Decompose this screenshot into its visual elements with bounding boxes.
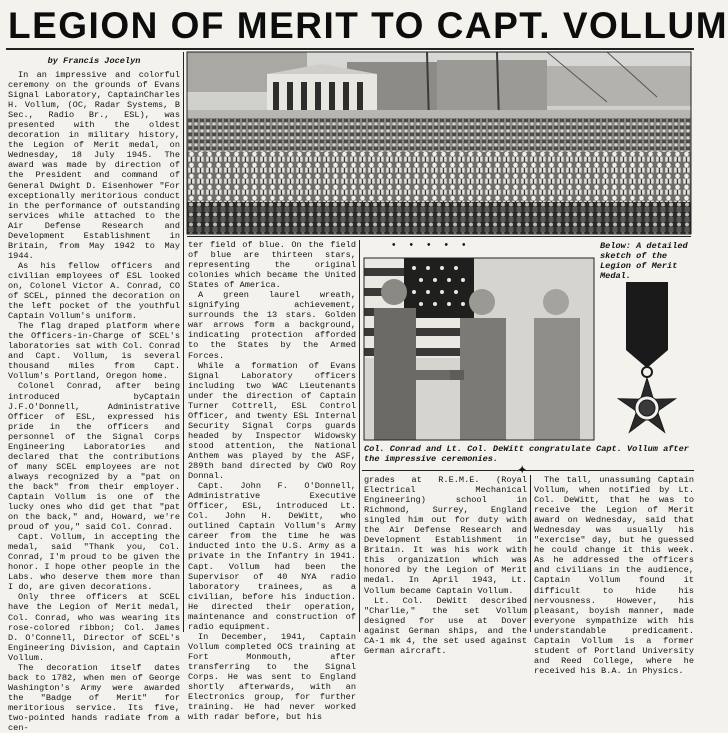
- officers-photo: [364, 258, 594, 440]
- article-column-4: [534, 475, 694, 676]
- paragraph: The tall, unassuming Captain Vollum, when notified by Lt. Col. DeWitt, that he was to receive the Legion of Merit award on Wednesday, said that Wednesday was usually his "exercise" day, but he guessed he could change it this week. As he addressed the officers and civilians in the audience, Captain Vollum found it difficult to hide his nervousness. However, his pleasant, boyish manner, made everyone sympathize with his understandable predicament. Captain Vollum is a former student of Portland University and Reed College, where he received his B.A. in Physics.: [534, 475, 694, 676]
- paragraph: Lt. Col. DeWitt described "Charlie," the set Vollum designed for use at Dover against German ships, and the CA-1 mk 4, the set used against German aircraft.: [364, 595, 527, 656]
- article-column-3: [364, 475, 527, 656]
- ornament-star: ✦: [518, 465, 527, 476]
- medal-sketch: [600, 280, 694, 440]
- byline: by Francis Jocelyn: [47, 56, 141, 66]
- paragraph: ter field of blue. On the field of blue are thirteen stars, representing the original colonies which became the United States of America.: [188, 240, 356, 291]
- paragraph: A green laurel wreath, signifying achievement, surrounds the 13 stars. Golden war arrows form a background, indicating protection afforded to the States by the Armed Forces.: [188, 290, 356, 361]
- column-rule: [183, 52, 184, 632]
- column-rule: [359, 240, 360, 632]
- column-rule: [530, 475, 531, 632]
- officers-photo-graphic: [364, 258, 594, 440]
- ceremony-crowd-photo: [187, 52, 691, 234]
- article-column-2: [188, 240, 356, 723]
- article-column-1: [8, 70, 180, 733]
- headline-rule: [6, 48, 694, 50]
- ornament-dots: •••••: [392, 240, 480, 251]
- paragraph: As his fellow officers and civilian employees of ESL looked on, Colonel Victor A. Conrad, CO of SCEL, pinned the decoration on the left pocket of the youthful Captain Vollum's uniform.: [8, 260, 180, 322]
- photo-caption: Col. Conrad and Lt. Col. DeWitt congratulate Capt. Vollum after the impressive ceremonies.: [364, 444, 689, 464]
- paragraph: The decoration itself dates back to 1782, when men of George Washington's Army were awarded the "Badge of Merit" for meritorious service. Its five, two-pointed hands radiate from a cen-: [8, 662, 180, 733]
- paragraph: Only three officers at SCEL have the Legion of Merit medal, Col. Conrad, who was wearing its rose-colored ribbon; Col. James D. O'Connell, Director of SCEL's Engineering Division, and Captain Vollum.: [8, 592, 180, 663]
- caption-rule: [362, 470, 694, 471]
- medal-caption: Below: A detailed sketch of the Legion of Merit Medal.: [600, 241, 688, 281]
- paragraph: Capt. Vollum, in accepting the medal, said "Thank you, Col. Conrad, I'm proud to be given the honor. I hope other people in the Labs. who deserve them more than I do, are given decorations.: [8, 532, 180, 593]
- paragraph: In an impressive and colorful ceremony on the grounds of Evans Signal Laboratory, CaptainCharles H. Vollum, (OC, Radar Systems, B Sec., Radio Br., ESL), was presented with the oldest decoration in military history, the Legion of Merit medal, on Wednesday, 18 July 1945. The award was made by direction of the President and command of General Dwight D. Eisenhower "For exceptionally meritorious conduct in the performance of outstanding services while attached to the Air Defense Research and Development Establishment in Britain, from May 1942 to May 1944.: [8, 70, 180, 261]
- photo-rule: [187, 236, 691, 237]
- paragraph: Colonel Conrad, after being introduced byCaptain J.F.O'Donnell, Administrative Officer of ESL, expressed his pride in the officers and personnel of the Signal Corps Engineering Laboratories and declared that the contributions of many SCEL employees are not always recognized by a "pat on the back" from their employer. Captain Vollum is one of the lucky ones who did get that "pat on the back," and, Howard, we're proud of you," said Col. Conrad.: [8, 381, 180, 533]
- crowd-photo-graphic: [187, 52, 691, 234]
- paragraph: grades at R.E.M.E. (Royal Electrical Mechanical Engineering) school in Richmond, Surrey, England singled him out for duty with the Air Defense Research and Development Establishment in Britain. It was his work with this organization which was honored by the Legion of Merit medal. In April 1943, Lt. Vollum became Captain Vollum.: [364, 475, 527, 596]
- paragraph: While a formation of Evans Signal Laboratory officers including two WAC Lieutenants under the direction of Captain Turner Cottrell, ESL Control Officer, and twenty ESL Internal Security Signal Corps guards headed by Inspector Widowsky stood attention, the National Anthem was played by the ASF, 289th band directed by CWO Roy Donnal.: [188, 360, 356, 482]
- paragraph: Capt. John F. O'Donnell, Administrative Executive Officer, ESL, introduced Lt. Col. John H. DeWitt, who outlined Captain Vollum's Army career from the time he was inducted into the U.S. Army as a private in the Infantry in 1941. Capt. Vollum had been the Supervisor of 40 NYA radio laboratory trainees, as a civilian, before his induction. He directed their operation, maintenance and construction of radio equipment.: [188, 481, 356, 632]
- paragraph: In December, 1941, Captain Vollum completed OCS training at Fort Monmouth, after transferring to the Signal Corps. He was sent to England shortly afterwards, with an Electronics group, for further training. He had never worked with radar before, but his: [188, 631, 356, 723]
- paragraph: The flag draped platform where the Officers-in-Charge of SCEL's laboratories sat with Col. Conrad and Capt. Vollum, is several thousand miles from Capt. Vollum's Portland, Oregon home.: [8, 321, 180, 382]
- legion-of-merit-medal-icon: [600, 280, 694, 440]
- headline: LEGION OF MERIT TO CAPT. VOLLUM: [8, 5, 728, 46]
